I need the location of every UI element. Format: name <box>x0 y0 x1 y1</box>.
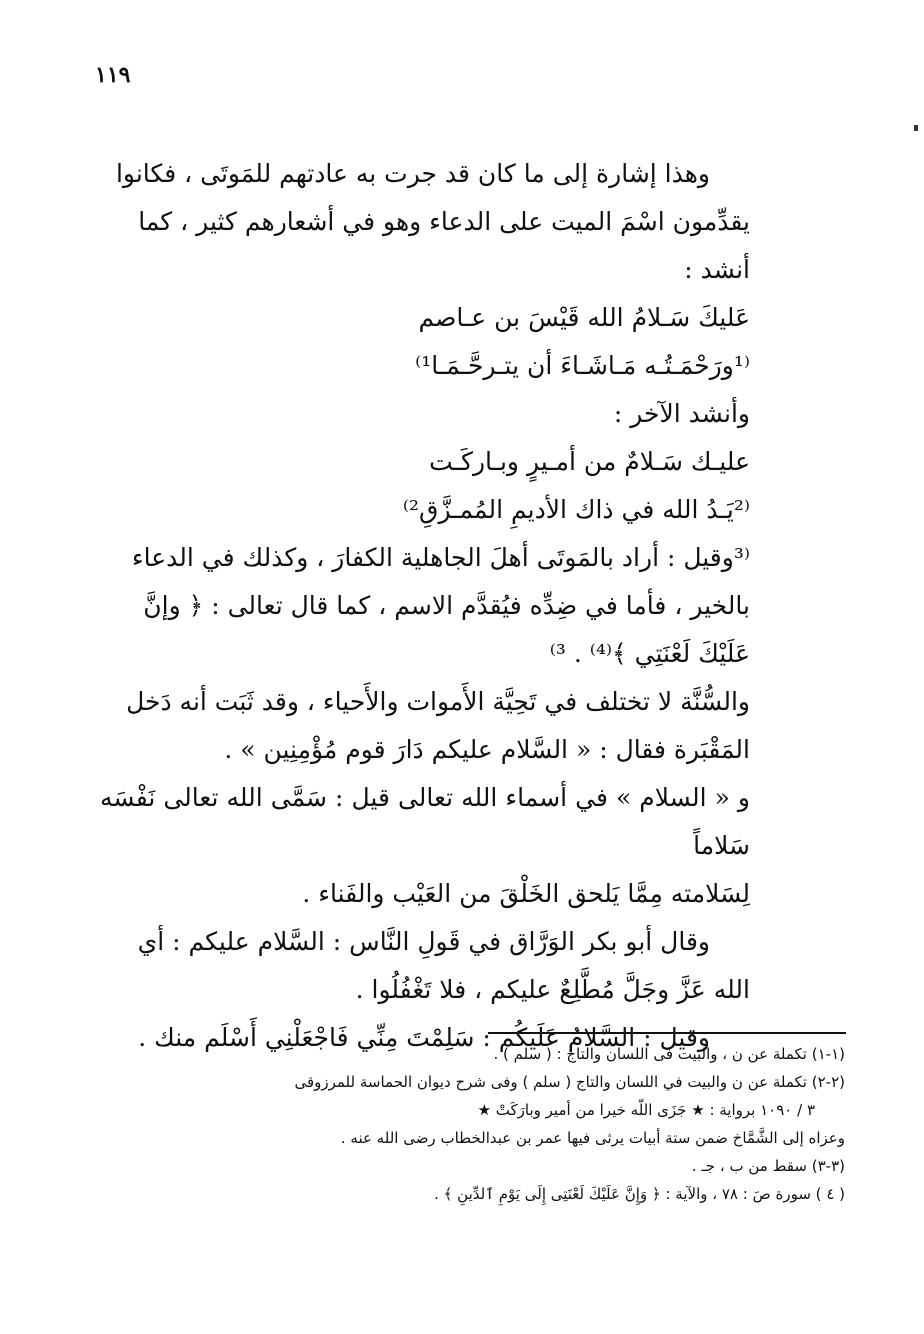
footnote: ( ٤ ) سورة صَ : ٧٨ ، والآية : ﴿ وَإِنَّ عَلَيْكَ لَعْنَتِى إِلَى يَوْمِ ٱلدِّينِ ﴾ . <box>434 1185 845 1203</box>
edge-mark <box>914 125 918 131</box>
text-line: وقال أبو بكر الوَرَّاق في قَولِ النَّاس : السَّلام عليكم : أي <box>137 927 710 956</box>
text-line: عَلَيْكَ لَعْنَتِي ﴾⁽⁴⁾ . ³⁾ <box>549 639 750 668</box>
footnote: (٣-٣) سقط من ب ، جـ . <box>691 1157 845 1175</box>
footnote: ٣ / ١٠٩٠ برواية : ★ جَزَى اللّه خيرا من أمير وبارَكَتْ ★ <box>477 1101 815 1119</box>
text-line: و « السلام » في أسماء الله تعالى قيل : سَمَّى الله تعالى نَفْسَه سَلاماً <box>100 783 750 860</box>
text-line: وهذا إشارة إلى ما كان قد جرت به عادتهم للمَوتَى ، فكانوا <box>115 159 710 188</box>
footnote: (٢-٢) تكملة عن ن والبيت في اللسان والتاج ( سلم ) وفى شرح ديوان الحماسة للمرزوقى <box>294 1073 845 1091</box>
verse-line: عليـك سَـلامٌ من أمـيرٍ وبـاركَـت <box>429 447 750 476</box>
text-line: ⁽³وقيل : أراد بالمَوتَى أهلَ الجاهلية الكفارَ ، وكذلك في الدعاء <box>131 543 750 572</box>
verse-line: ⁽¹ورَحْمَـتُـه مَـاشَـاءَ أن يتـرحَّـمَـا¹⁾ <box>415 351 750 380</box>
text-line: بالخير ، فأما في ضِدِّه فيُقدَّم الاسم ، كما قال تعالى : ﴿ وإنَّ <box>143 591 750 620</box>
verse-line: ⁽²يَـدُ الله في ذاك الأديمِ المُمـزَّقِ²⁾ <box>402 495 750 524</box>
verse-line: عَليكَ سَـلامُ الله قَيْسَ بن عـاصم <box>418 303 750 332</box>
text-line: أنشد : <box>684 255 750 284</box>
text-line: المَقْبَرة فقال : « السَّلام عليكم دَارَ قوم مُؤْمِنِين » . <box>224 735 750 764</box>
footnote: (١-١) تكملة عن ن ، والبيت فى اللسان والتاج : ( سلم ) . <box>493 1045 845 1063</box>
text-line: لِسَلامته مِمَّا يَلحق الخَلْقَ من العَيْب والفَناء . <box>302 879 750 908</box>
footnote: وعزاه إلى الشَّمَّاخ ضمن ستة أبيات يرثى فيها عمر بن عبدالخطاب رضى الله عنه . <box>340 1129 845 1147</box>
text-line: الله عَزَّ وجَلَّ مُطَّلِعٌ عليكم ، فلا تَغْفُلُوا . <box>355 975 750 1004</box>
text-line: وأنشد الآخر : <box>613 399 750 428</box>
main-text <box>100 150 750 1062</box>
footnotes <box>100 1040 845 1208</box>
page-number: ١١٩ <box>95 62 131 88</box>
text-line: والسُّنَّة لا تختلف في تَحِيَّة الأَموات والأَحياء ، وقد ثَبَت أنه دَخل <box>126 687 750 716</box>
footnote-divider <box>488 1032 846 1034</box>
text-line: يقدِّمون اسْمَ الميت على الدعاء وهو في أشعارهم كثير ، كما <box>138 207 750 236</box>
text-line: وقيل : السَّلامُ عَلَيكُم : سَلِمْتَ مِنِّي فَاجْعَلْنِي أَسْلَم منك . <box>138 1023 710 1052</box>
